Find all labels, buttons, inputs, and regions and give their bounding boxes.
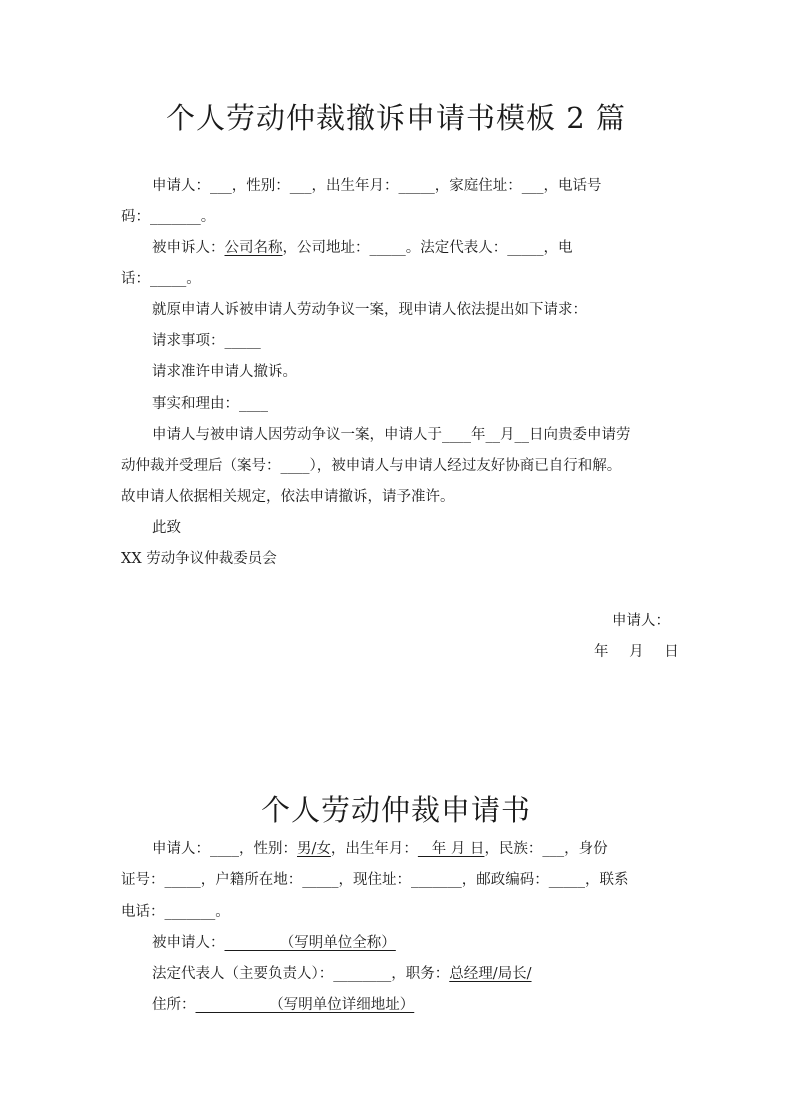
- respondent-label: 被申诉人：: [152, 240, 225, 256]
- ethnicity-text: ，民族：___，身份: [484, 841, 608, 857]
- doc2-line-1: [152, 839, 608, 859]
- respondent-value: （写明单位全称）: [224, 935, 396, 951]
- doc1-line-4: 话：_____。: [121, 271, 201, 287]
- doc1-line-8: 事实和理由：____: [152, 396, 268, 412]
- doc2-line-4: [152, 933, 396, 953]
- doc1-line-13: XX 劳动争议仲裁委员会: [121, 551, 277, 567]
- gender-value: 男/女: [297, 841, 331, 857]
- signature-label: 申请人：: [612, 613, 670, 629]
- doc1-line-9: 申请人与被申请人因劳动争议一案，申请人于____年__月__日向贵委申请劳: [152, 427, 631, 443]
- doc2-line-5: [152, 964, 532, 984]
- company-address-text: ，公司地址：_____。法定代表人：_____，电: [282, 240, 573, 256]
- respondent-label-2: 被申请人：: [152, 935, 225, 951]
- address-value: （写明单位详细地址）: [195, 997, 415, 1013]
- company-name: 公司名称: [224, 240, 283, 256]
- doc2-line-3: 电话：_______。: [121, 904, 230, 920]
- doc1-line-1-text: 申请人：___，性别：___，出生年月：_____，家庭住址：___，电话号: [152, 178, 602, 194]
- doc1-line-12: 此致: [152, 520, 181, 536]
- birth-value: 年 月 日: [417, 841, 485, 857]
- doc1-line-11: 故申请人依据相关规定，依法申请撤诉，请予准许。: [121, 489, 455, 505]
- doc1-line-5: 就原申请人诉被申请人劳动争议一案，现申请人依法提出如下请求：: [152, 302, 587, 318]
- doc1-line-7: 请求准许申请人撤诉。: [152, 364, 297, 380]
- doc2-line-6: [152, 995, 414, 1015]
- doc1-line-10: 动仲裁并受理后（案号：____），被申请人与申请人经过友好协商已自行和解。: [121, 458, 622, 474]
- position-value: 总经理/局长/: [449, 966, 532, 982]
- applicant-text: 申请人：____，性别：: [152, 841, 297, 857]
- doc1-line-6: 请求事项：_____: [152, 333, 261, 349]
- doc2-line-2: 证号：_____，户籍所在地：_____，现住址：_______，邮政编码：_____，联系: [121, 872, 629, 888]
- address-label: 住所：: [152, 997, 196, 1013]
- doc1-line-3: [152, 238, 573, 258]
- signature-date: 年 月 日: [594, 644, 679, 660]
- document-title-2: 个人劳动仲裁申请书: [260, 793, 531, 827]
- legal-rep-text: 法定代表人（主要负责人）：________，职务：: [152, 966, 450, 982]
- doc1-line-2: 码：_______。: [121, 209, 216, 225]
- birth-label: ，出生年月：: [330, 841, 418, 857]
- doc1-line-1: [152, 176, 702, 196]
- document-title-1: 个人劳动仲裁撤诉申请书模板 2 篇: [166, 101, 626, 135]
